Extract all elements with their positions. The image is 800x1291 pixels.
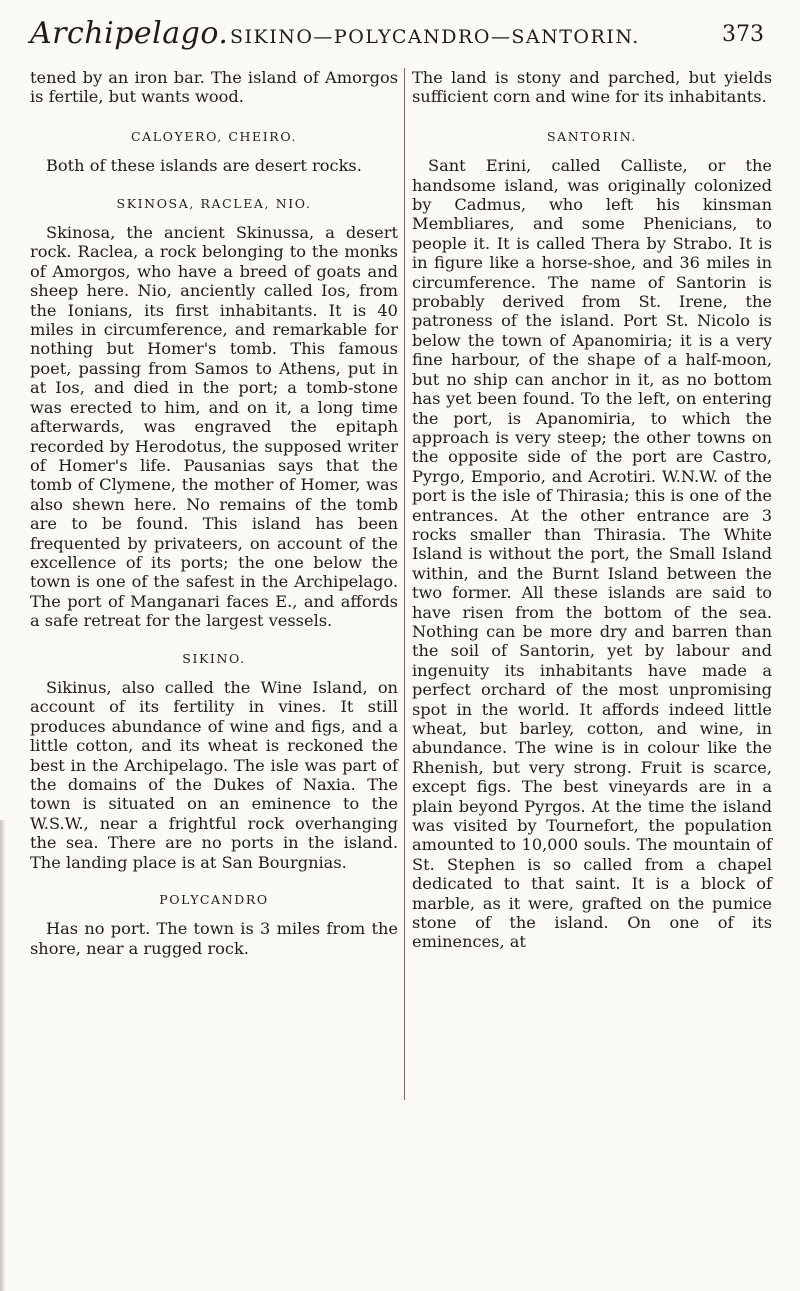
paragraph-caloyero: Both of these islands are desert rocks. — [46, 156, 362, 176]
paragraph-skinosa: Skinosa, the ancient Skinussa, a desert rock. Raclea, a rock belonging to the monks of Amorgos, who have a breed of goats and sheep here. Nio, anciently called Ios, from the Ionians, its first inhabitants. It is 40 miles in circumference, and remarkable for nothing but Homer's tomb. This famous poet, passing from Samos to Athens, put in at Ios, and died in the port; a tomb-stone was erected to him, and on it, a long time afterwards, was engraved the epitaph recorded by Herodotus, the supposed writer of Homer's life. Pausanias says that the tomb of Clymene, the mother of Homer, was also shewn here. No remains of the tomb are to be found. This island has been frequented by privateers, on account of the excellence of its ports; the one below the town is one of the safest in the Archipelago. The port of Manganari faces E., and affords a safe retreat for the largest vessels. — [30, 223, 398, 631]
left-column — [30, 68, 398, 958]
continued-paragraph: tened by an iron bar. The island of Amorgos is fertile, but wants wood. — [30, 68, 398, 107]
binding-shadow — [0, 820, 6, 1291]
paragraph-polycandro: Has no port. The town is 3 miles from the shore, near a rugged rock. — [30, 919, 398, 958]
right-column — [412, 68, 772, 952]
section-heading-sikino: SIKINO. — [182, 650, 246, 666]
continued-paragraph-right: The land is stony and parched, but yields sufficient corn and wine for its inhabitants. — [412, 68, 772, 107]
running-section-title: Archipelago. — [30, 16, 229, 51]
running-header — [30, 14, 764, 54]
section-heading-santorin: SANTORIN. — [547, 128, 637, 144]
column-divider — [404, 68, 405, 1100]
section-heading-skinosa: SKINOSA, RACLEA, NIO. — [116, 195, 312, 211]
paragraph-santorin: Sant Erini, called Calliste, or the handsome island, was originally colonized by Cadmus, who left his kinsman Membliares, and some Phenicians, to people it. It is called Thera by Strabo. It is in figure like a horse-shoe, and 36 miles in circumference. The name of Santorin is probably derived from St. Irene, the patroness of the island. Port St. Nicolo is below the town of Apanomiria; it is a very fine harbour, of the shape of a half-moon, but no ship can anchor in it, as no bottom has yet been found. To the left, on entering the port, is Apanomiria, to which the approach is very steep; the other towns on the opposite side of the port are Castro, Pyrgo, Emporio, and Acrotiri. W.N.W. of the port is the isle of Thirasia; this is one of the entrances. At the other entrance are 3 rocks smaller than Thirasia. The White Island is without the port, the Small Island within, and the Burnt Island between the two former. All these islands are said to have risen from the bottom of the sea. Nothing can be more dry and barren than the soil of Santorin, yet by labour and ingenuity its inhabitants have made a perfect orchard of the most unpromising spot in the world. It affords indeed little wheat, but barley, cotton, and wine, in abundance. The wine is in colour like the Rhenish, but very strong. Fruit is scarce, except figs. The best vineyards are in a plain beyond Pyrgos. At the time the island was visited by Tournefort, the population amounted to 10,000 souls. The mountain of St. Stephen is so called from a chapel dedicated to that saint. It is a block of marble, as it were, grafted on the pumice stone of the island. On one of its eminences, at — [412, 156, 772, 952]
running-title: SIKINO—POLYCANDRO—SANTORIN. — [230, 26, 640, 48]
section-heading-caloyero: CALOYERO, CHEIRO. — [130, 128, 298, 144]
section-heading-polycandro: POLYCANDRO — [159, 892, 269, 908]
page-number: 373 — [722, 22, 764, 47]
paragraph-sikino: Sikinus, also called the Wine Island, on account of its fertility in vines. It still produces abundance of wine and figs, and a little cotton, and its wheat is reckoned the best in the Archipelago. The isle was part of the domains of the Dukes of Naxia. The town is situated on an eminence to the W.S.W., near a frightful rock overhanging the sea. There are no ports in the island. The landing place is at San Bourgnias. — [30, 677, 398, 872]
